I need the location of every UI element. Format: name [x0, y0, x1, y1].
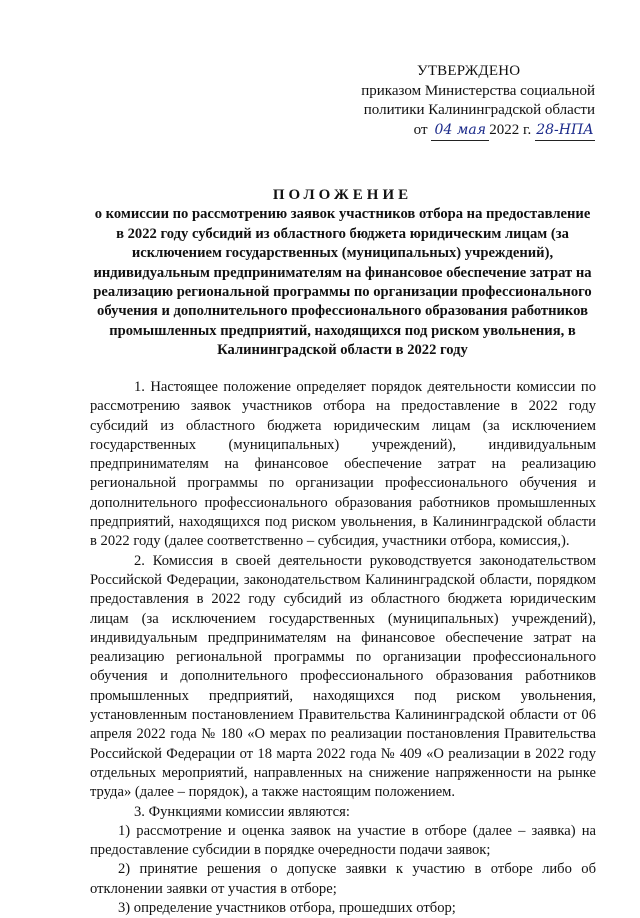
paragraph-3-item-1: 1) рассмотрение и оценка заявок на участие в отборе (далее – заявка) на предоставление субсидии в порядке очередности подачи заявок; [90, 822, 596, 859]
approval-prefix: от [413, 121, 428, 138]
approval-year: 2022 г. [489, 121, 532, 138]
approval-date-line [345, 121, 595, 142]
document-title-block [90, 186, 595, 361]
document-subtitle: о комиссии по рассмотрению заявок участников отбора на предоставление в 2022 году субсидий из областного бюджета юридическим лицам (за исключением государственных (муниципальных) учреждений), индивидуальным предпринимателям на финансовое обеспечение затрат на реализацию региональной программы по организации профессионального обучения и дополнительного профессионального образования работников промышленных предприятий, находящихся под риском увольнения, в Калининградской области в 2022 году [93, 206, 592, 359]
approval-line-2: политики Калининградской области [363, 102, 595, 118]
paragraph-3: 3. Функциями комиссии являются: [134, 803, 350, 820]
approval-line-1: приказом Министерства социальной [361, 82, 595, 99]
paragraph-3-item-3: 3) определение участников отбора, прошедших отбор; [118, 900, 456, 917]
paragraph-3-item-2: 2) принятие решения о допуске заявки к участию в отборе либо об отклонении заявки от участия в отборе; [90, 861, 596, 897]
paragraph-2: 2. Комиссия в своей деятельности руководствуется законодательством Российской Федерации, законодательством Калининградской области, порядком предоставления в 2022 году субсидий из областного бюджета юридическим лицам (за исключением государственных (муниципальных) учреждений), индивидуальным предпринимателям на финансовое обеспечение затрат на реализацию региональной программы по организации профессионального обучения и дополнительного профессионального образования работников промышленных предприятий, находящихся под риском увольнения, установленным постановлением Правительства Калининградской области от 06 апреля 2022 года № 180 «О мерах по реализации постановления Правительства Российской Федерации от 18 марта 2022 года № 409 «О реализации в 2022 году отдельных мероприятий, направленных на снижение напряженности на рынке труда» (далее – порядок), а также настоящим положением. [90, 552, 596, 801]
approval-stamp-block [345, 62, 595, 141]
handwritten-date: 04 мая [431, 121, 489, 142]
document-body [90, 378, 596, 918]
document-title: ПОЛОЖЕНИЕ [272, 187, 413, 203]
handwritten-number: 28-НПА [535, 121, 595, 142]
paragraph-1: 1. Настоящее положение определяет порядок деятельности комиссии по рассмотрению заявок участников отбора на предоставление в 2022 году субсидий из областного бюджета юридическим лицам (за исключением государственных (муниципальных) учреждений), индивидуальным предпринимателям на финансовое обеспечение затрат на реализацию региональной программы по организации профессионального обучения и дополнительного профессионального образования работников промышленных предприятий, находящихся под риском увольнения, в Калининградской области в 2022 году (далее соответственно – субсидия, участники отбора, комиссия,). [90, 379, 596, 550]
approval-heading: УТВЕРЖДЕНО [417, 63, 521, 79]
